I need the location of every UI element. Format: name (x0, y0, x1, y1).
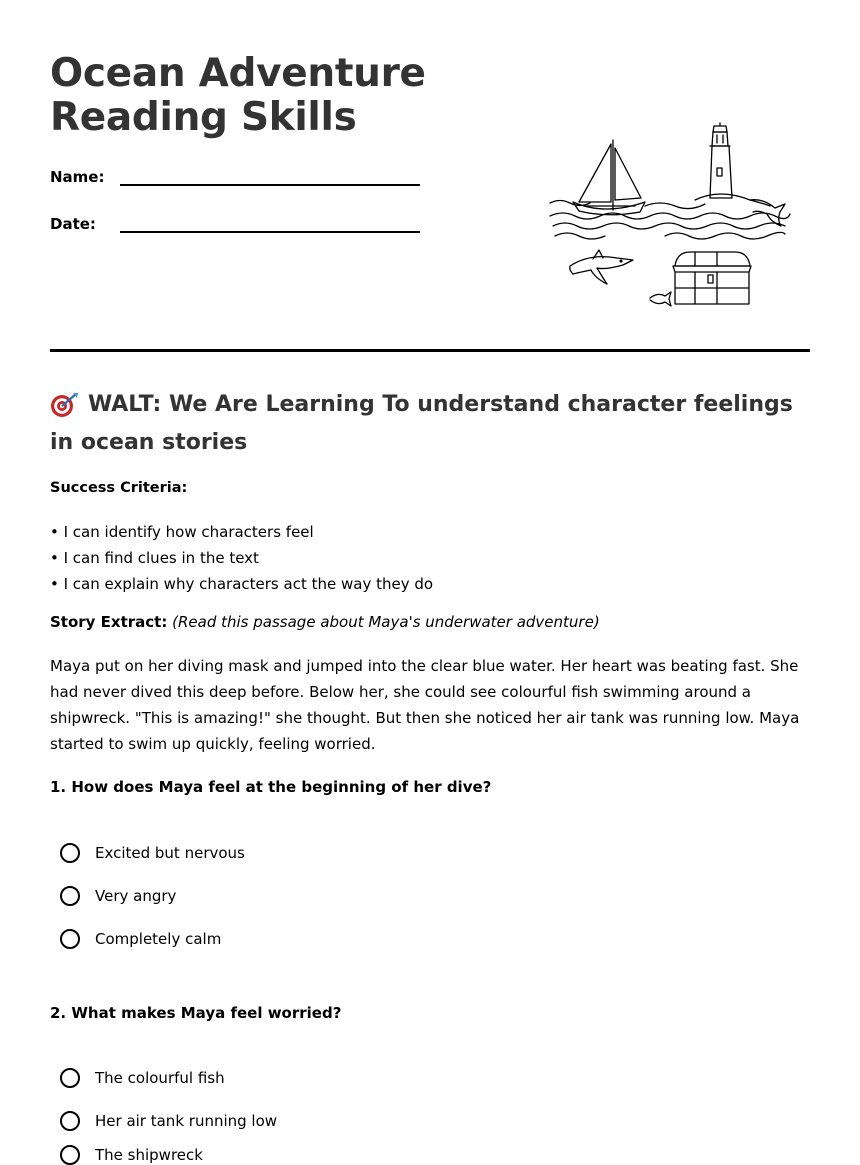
question-1-option-a[interactable] (60, 843, 245, 863)
success-criteria-item: • I can find clues in the text (50, 549, 259, 567)
page-title (50, 52, 426, 140)
radio-button[interactable] (60, 929, 80, 949)
option-label: Her air tank running low (95, 1112, 278, 1130)
title-line-1: Ocean Adventure (50, 51, 426, 96)
question-2-option-a[interactable] (60, 1068, 225, 1088)
success-criteria-title: Success Criteria: (50, 480, 188, 496)
question-1-option-c[interactable] (60, 929, 221, 949)
option-label: The shipwreck (95, 1146, 203, 1164)
success-criteria-item: • I can explain why characters act the way they do (50, 575, 434, 593)
name-label: Name: (50, 168, 105, 186)
option-label: Excited but nervous (95, 844, 245, 862)
question-2: 2. What makes Maya feel worried? (50, 1004, 342, 1022)
question-1: 1. How does Maya feel at the beginning of her dive? (50, 778, 492, 796)
question-2-option-c[interactable] (60, 1145, 203, 1165)
walt-text: WALT: We Are Learning To understand character feelings in ocean stories (50, 392, 793, 455)
success-criteria-list (50, 519, 433, 597)
question-1-option-b[interactable] (60, 886, 176, 906)
date-line[interactable] (120, 213, 420, 233)
date-field[interactable] (50, 213, 420, 233)
story-extract-heading (50, 613, 600, 631)
story-extract-note: (Read this passage about Maya's underwater adventure) (172, 613, 600, 631)
treasure-chest-icon (673, 252, 751, 304)
radio-button[interactable] (60, 843, 80, 863)
radio-button[interactable] (60, 886, 80, 906)
radio-button[interactable] (60, 1145, 80, 1165)
option-label: The colourful fish (95, 1069, 225, 1087)
ocean-illustration (545, 118, 795, 313)
radio-button[interactable] (60, 1111, 80, 1131)
option-label: Very angry (95, 887, 177, 905)
header-divider (50, 349, 810, 352)
story-extract-label: Story Extract: (50, 613, 168, 631)
name-field[interactable] (50, 166, 420, 186)
option-label: Completely calm (95, 930, 222, 948)
title-line-2: Reading Skills (50, 95, 357, 140)
question-2-option-b[interactable] (60, 1111, 277, 1131)
radio-button[interactable] (60, 1068, 80, 1088)
date-label: Date: (50, 215, 96, 233)
target-icon (50, 392, 80, 418)
name-line[interactable] (120, 166, 420, 186)
story-passage: Maya put on her diving mask and jumped into the clear blue water. Her heart was beating fast. She had never dived this deep before. Below her, she could see colourful fish swimming around a shipwreck. "This is amazing!" she thought. But then she noticed her air tank was running low. Maya started to swim up quickly, feeling worried. (50, 657, 800, 753)
sailboat-icon (573, 140, 645, 215)
success-criteria-item: • I can identify how characters feel (50, 523, 314, 541)
fish-icon (650, 292, 671, 306)
walt-heading (50, 386, 810, 462)
lighthouse-icon (695, 123, 770, 206)
